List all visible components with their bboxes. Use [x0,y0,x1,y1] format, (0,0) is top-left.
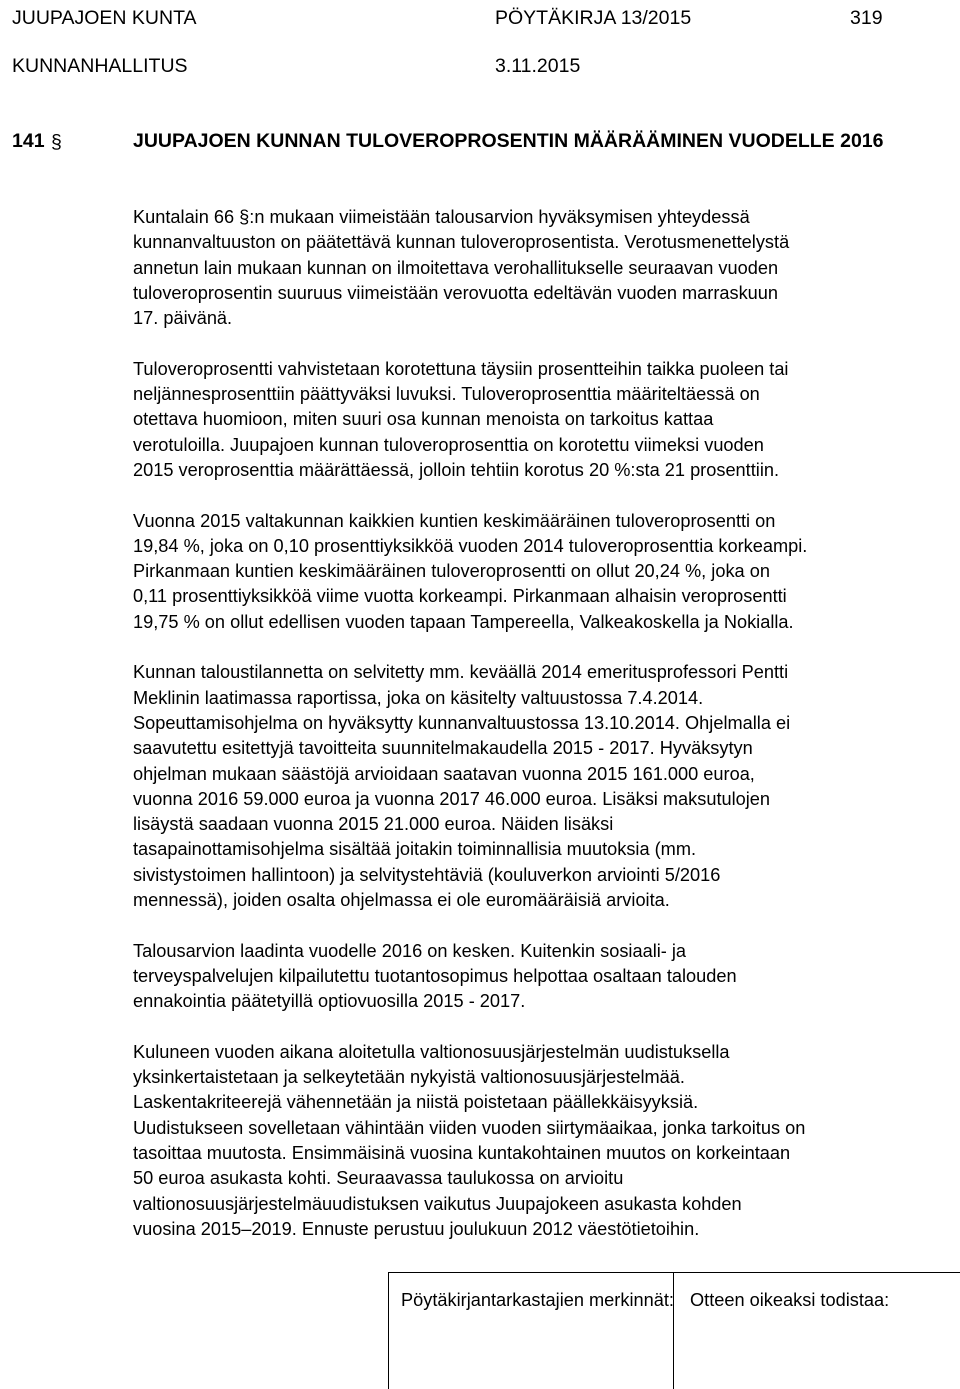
meeting-date: 3.11.2015 [495,55,581,77]
section-title: JUUPAJOEN KUNNAN TULOVEROPROSENTIN MÄÄRÄÄMINEN VUODELLE 2016 [133,130,884,152]
page-number: 319 [850,7,883,29]
paragraph-line: vuosina 2015–2019. Ennuste perustuu joulukuun 2012 väestötietoihin. [133,1218,700,1239]
paragraph-line: Meklinin laatimassa raportissa, joka on käsitelty valtuustossa 7.4.2014. [133,687,704,708]
paragraph-line: otettava huomioon, miten suuri osa kunnan menoista on tarkoitus kattaa [133,409,714,430]
paragraph-line: verotuloilla. Juupajoen kunnan tuloveroprosenttia on korotettu viimeksi vuoden [133,434,764,455]
paragraph-line: ennakointia päätetyillä optiovuosilla 2015 - 2017. [133,991,526,1012]
paragraph-line: saavutettu esitettyjä tavoitteita suunnitelmakaudella 2015 - 2017. Hyväksytyn [133,738,753,759]
section-sign: § [51,131,62,153]
paragraph-line: Kuntalain 66 §:n mukaan viimeistään talousarvion hyväksymisen yhteydessä [133,207,750,227]
paragraph-line: 19,84 %, joka on 0,10 prosenttiyksikköä vuoden 2014 tuloveroprosenttia korkeampi. [133,535,808,556]
paragraph-line: Uudistukseen sovelletaan vähintään viiden vuoden siirtymäaikaa, jonka tarkoitus on [133,1117,806,1138]
paragraph-line: neljännesprosenttiin päättyväksi luvuksi. Tuloveroprosenttia määriteltäessä on [133,384,760,405]
paragraph-line: Sopeuttamisohjelma on hyväksytty kunnanvaltuustossa 13.10.2014. Ohjelmalla ei [133,712,791,733]
paragraph-line: Laskentakriteerejä vähennetään ja niistä poistetaan päällekkäisyyksiä. [133,1092,699,1113]
paragraph-line: annetun lain mukaan kunnan on ilmoitettava verohallitukselle seuraavan vuoden [133,257,779,278]
paragraph-line: tuloveroprosentin suuruus viimeistään verovuotta edeltävän vuoden marraskuun [133,282,779,303]
paragraph-line: Talousarvion laadinta vuodelle 2016 on kesken. Kuitenkin sosiaali- ja [133,940,687,961]
paragraph-line: ohjelman mukaan säästöjä arvioidaan saatavan vuonna 2015 161.000 euroa, [133,763,755,784]
paragraph-line: 17. päivänä. [133,308,233,329]
section-body [133,205,945,1267]
paragraph-line: Tuloveroprosentti vahvistetaan korotettuna täysiin prosentteihin taikka puoleen tai [133,358,789,379]
municipality-name: JUUPAJOEN KUNTA [12,7,197,29]
paragraph-line: tasapainottamisohjelma sisältää joitakin toiminnallisia muutoksia (mm. [133,839,697,860]
paragraph [133,660,945,913]
paragraph [133,205,945,331]
paragraph-line: lisäystä saadaan vuonna 2015 21.000 euroa. Näiden lisäksi [133,814,614,835]
paragraph-line: tasoittaa muutosta. Ensimmäisinä vuosina kuntakohtainen muutos on korkeintaan [133,1142,791,1163]
paragraph-line: valtionosuusjärjestelmäuudistuksen vaikutus Juupajokeen asukasta kohden [133,1193,742,1214]
paragraph [133,1040,945,1242]
paragraph-line: Pirkanmaan kuntien keskimääräinen tuloveroprosentti on ollut 20,24 %, joka on [133,561,770,582]
paragraph-line: vuonna 2016 59.000 euroa ja vuonna 2017 46.000 euroa. Lisäksi maksutulojen [133,788,771,809]
paragraph [133,357,945,483]
paragraph-line: 50 euroa asukasta kohti. Seuraavassa taulukossa on arvioitu [133,1168,624,1189]
paragraph [133,509,945,635]
paragraph-line: 2015 veroprosenttia määrättäessä, jolloin tehtiin korotus 20 %:sta 21 prosenttiin. [133,459,780,480]
certified-copy-label: Otteen oikeaksi todistaa: [690,1290,890,1310]
paragraph-line: terveyspalvelujen kilpailutettu tuotantosopimus helpottaa osaltaan talouden [133,965,737,986]
paragraph-line: Kunnan taloustilannetta on selvitetty mm. keväällä 2014 emeritusprofessori Pentti [133,662,789,683]
section-number: 141 [12,130,45,152]
body-name: KUNNANHALLITUS [12,55,188,77]
paragraph-line: Kuluneen vuoden aikana aloitetulla valtionosuusjärjestelmän uudistuksella [133,1041,730,1062]
paragraph-line: 19,75 % on ollut edellisen vuoden tapaan Tampereella, Valkeakoskella ja Nokialla. [133,611,794,632]
paragraph-line: sivistystoimen hallintoon) ja selvitystehtäviä (kouluverkon arviointi 5/2016 [133,864,721,885]
paragraph-line: mennessä), joiden osalta ohjelmassa ei ole euromääräisiä arvioita. [133,890,670,911]
inspectors-notes-label: Pöytäkirjantarkastajien merkinnät: [401,1290,674,1310]
paragraph [133,939,945,1015]
paragraph-line: yksinkertaistetaan ja selkeytetään nykyistä valtionosuusjärjestelmää. [133,1067,685,1088]
paragraph-line: Vuonna 2015 valtakunnan kaikkien kuntien keskimääräinen tuloveroprosentti on [133,510,776,531]
document-id: PÖYTÄKIRJA 13/2015 [495,7,692,29]
paragraph-line: 0,11 prosenttiyksikköä viime vuotta korkeampi. Pirkanmaan alhaisin veroprosentti [133,586,787,607]
paragraph-line: kunnanvaltuuston on päätettävä kunnan tuloveroprosentista. Verotusmenettelystä [133,232,790,253]
